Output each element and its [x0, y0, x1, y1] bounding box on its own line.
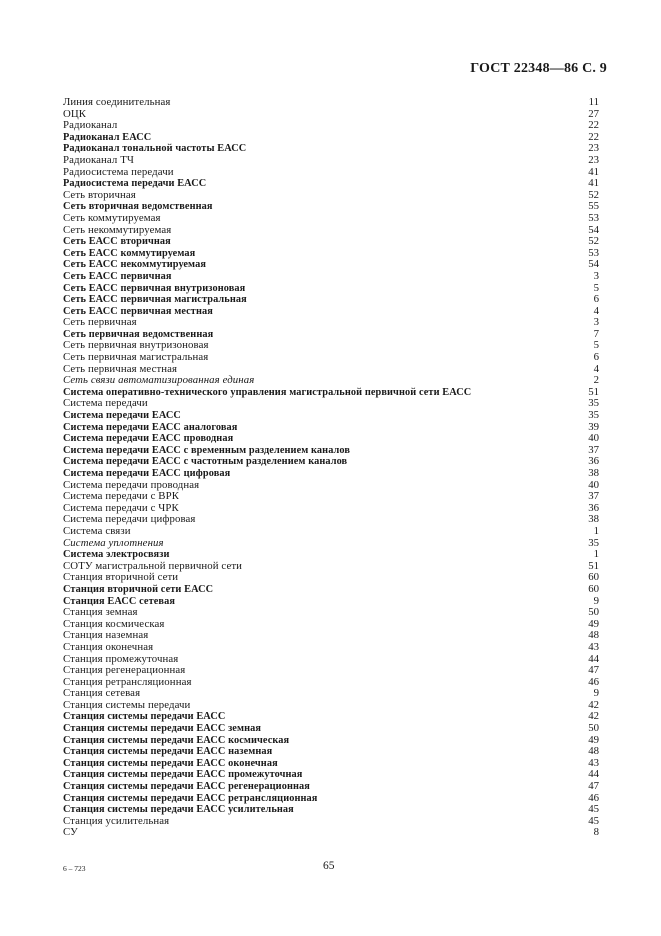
index-entry	[63, 596, 599, 608]
index-entry-term: Станция наземная	[63, 629, 149, 642]
index-entry-term: Станция системы передачи ЕАСС ретрансляционная	[63, 792, 318, 804]
index-entry-term: Станция системы передачи ЕАСС регенерационная	[63, 781, 310, 793]
index-entry-term: Сеть первичная внутризоновая	[63, 339, 209, 352]
index-entry	[63, 109, 599, 121]
index-entry	[63, 769, 599, 781]
index-entry-term: Станция системы передачи ЕАСС	[63, 711, 226, 723]
index-entry-term: Станция сетевая	[63, 687, 141, 700]
index-entry-page: 60	[588, 582, 599, 595]
index-entry	[63, 549, 599, 561]
index-entry-term: Система передачи ЕАСС проводная	[63, 433, 234, 445]
index-entry-page: 22	[588, 119, 599, 132]
index-entry-page: 4	[593, 362, 599, 375]
index-entry-page: 36	[588, 501, 599, 514]
index-entry-term: Сеть ЕАСС первичная местная	[63, 305, 213, 317]
index-entry-term: Станция вторичной сети	[63, 571, 179, 584]
index-entry-term: Система передачи ЕАСС с временным разделением каналов	[63, 444, 351, 456]
index-entry	[63, 468, 599, 480]
index-entry-page: 37	[588, 443, 599, 456]
index-entry	[63, 271, 599, 283]
index-entry-term: Радиоканал	[63, 119, 118, 132]
index-entry	[63, 317, 599, 329]
index-entry-page: 52	[588, 188, 599, 201]
index-entry-page: 38	[588, 513, 599, 526]
index-entry-page: 53	[588, 246, 599, 259]
index-entry	[63, 155, 599, 167]
index-entry-page: 39	[588, 420, 599, 433]
index-entry-term: Радиоканал ТЧ	[63, 153, 135, 166]
index-entry-term: Сеть ЕАСС некоммутируемая	[63, 259, 207, 271]
index-entry	[63, 677, 599, 689]
index-entry-term: Станция оконечная	[63, 640, 154, 653]
index-entry-term: Станция системы передачи ЕАСС усилительная	[63, 804, 294, 816]
index-entry-page: 43	[588, 756, 599, 769]
index-entry	[63, 306, 599, 318]
index-entry	[63, 422, 599, 434]
index-entry-term: Сеть вторичная	[63, 188, 136, 201]
index-entry	[63, 375, 599, 387]
index-entry-page: 54	[588, 223, 599, 236]
index-entry-term: Система оперативно-технического управления магистральной первичной сети ЕАСС	[63, 386, 472, 398]
index-entry-page: 23	[588, 142, 599, 155]
index-entry	[63, 538, 599, 550]
index-entry	[63, 225, 599, 237]
index-entry-page: 45	[588, 803, 599, 816]
index-entry	[63, 793, 599, 805]
index-entry-page: 9	[593, 594, 599, 607]
index-entry	[63, 665, 599, 677]
index-entry-page: 1	[593, 524, 599, 537]
index-entry-term: Сеть ЕАСС коммутируемая	[63, 247, 196, 259]
index-entry	[63, 445, 599, 457]
page-number: 65	[323, 860, 335, 872]
index-entry-page: 44	[588, 652, 599, 665]
index-entry-page: 42	[588, 710, 599, 723]
index-entry	[63, 120, 599, 132]
index-entry-term: Система передачи с ЧРК	[63, 501, 179, 514]
index-entry-page: 22	[588, 130, 599, 143]
index-entry	[63, 607, 599, 619]
index-entry	[63, 746, 599, 758]
index-entry	[63, 352, 599, 364]
index-entry	[63, 723, 599, 735]
index-entry	[63, 584, 599, 596]
index-entry-page: 3	[593, 269, 599, 282]
index-entry-page: 60	[588, 571, 599, 584]
index-entry-term: Сеть ЕАСС первичная внутризоновая	[63, 282, 246, 294]
page-header-title: ГОСТ 22348—86 С. 9	[470, 61, 607, 76]
index-entry-term: Сеть ЕАСС первичная	[63, 270, 172, 282]
index-entry-term: Сеть первичная	[63, 316, 137, 329]
index-entry-term: Система электросвязи	[63, 549, 170, 561]
index-entry-term: Система передачи ЕАСС с частотным разделением каналов	[63, 456, 348, 468]
index-entry-page: 38	[588, 467, 599, 479]
index-entry-page: 50	[588, 606, 599, 619]
index-entry-page: 40	[588, 432, 599, 445]
index-entry-term: Станция вторичной сети ЕАСС	[63, 583, 214, 595]
index-entry-page: 52	[588, 235, 599, 248]
index-entry-term: Система передачи ЕАСС аналоговая	[63, 421, 238, 433]
index-entry-page: 23	[588, 153, 599, 166]
index-entry	[63, 97, 599, 109]
index-entry-term: СУ	[63, 826, 78, 839]
index-entry-term: Станция космическая	[63, 617, 165, 630]
index-entry-term: Станция промежуточная	[63, 652, 179, 665]
index-entry-page: 5	[593, 281, 599, 294]
index-entry-page: 41	[588, 177, 599, 190]
index-entry-page: 35	[588, 536, 599, 549]
index-entry-term: Линия соединительная	[63, 96, 171, 108]
index-entry	[63, 132, 599, 144]
index-entry-page: 42	[588, 698, 599, 711]
index-entry-page: 51	[588, 559, 599, 572]
index-entry-term: Радиоканал тональной частоты ЕАСС	[63, 143, 247, 155]
index-entry-page: 2	[593, 374, 599, 387]
index-entry-page: 49	[588, 733, 599, 746]
index-entry-term: Радиосистема передачи	[63, 165, 174, 178]
index-entry-page: 50	[588, 722, 599, 735]
index-entry-page: 48	[588, 629, 599, 642]
index-entry-page: 9	[593, 687, 599, 700]
index-entry-page: 48	[588, 745, 599, 758]
index-entry-page: 54	[588, 258, 599, 271]
index-entry	[63, 143, 599, 155]
index-entry	[63, 190, 599, 202]
index-entry-term: ОЦК	[63, 107, 87, 120]
index-entry-term: Станция системы передачи ЕАСС оконечная	[63, 757, 278, 769]
index-entry-term: Станция усилительная	[63, 814, 170, 827]
index-entry-page: 3	[593, 316, 599, 329]
index-entry	[63, 572, 599, 584]
index-entry-page: 37	[588, 490, 599, 503]
index-entry-term: Система передачи цифровая	[63, 513, 196, 526]
index-entry-page: 47	[588, 664, 599, 677]
index-entry-term: Система связи	[63, 524, 131, 537]
index-entry-term: Система передачи	[63, 397, 148, 410]
index-entry-page: 43	[588, 640, 599, 653]
index-entry-page: 49	[588, 617, 599, 630]
index-entry	[63, 248, 599, 260]
index-entry-term: Сеть некоммутируемая	[63, 223, 172, 236]
index-entry	[63, 816, 599, 828]
index-entry-term: Система передачи проводная	[63, 478, 200, 491]
index-entry-term: Сеть ЕАСС первичная магистральная	[63, 294, 247, 306]
index-entry-term: Станция системы передачи ЕАСС наземная	[63, 746, 273, 758]
index-entry-page: 5	[593, 339, 599, 352]
index-entry	[63, 283, 599, 295]
index-entry-term: Станция системы передачи	[63, 698, 191, 711]
index-entry-page: 46	[588, 791, 599, 804]
index-entry-page: 53	[588, 211, 599, 224]
index-entry-term: Сеть первичная ведомственная	[63, 328, 214, 340]
index-entry	[63, 167, 599, 179]
index-entry	[63, 178, 599, 190]
index-entry-term: Станция системы передачи ЕАСС земная	[63, 723, 262, 735]
index-entry-page: 11	[588, 96, 599, 108]
index-entry-term: Станция земная	[63, 606, 138, 619]
index-entry-term: Станция системы передачи ЕАСС промежуточная	[63, 769, 303, 781]
index-entry-term: Сеть связи автоматизированная единая	[63, 374, 255, 387]
index-entry-term: Сеть ЕАСС вторичная	[63, 236, 171, 248]
index-entry	[63, 735, 599, 747]
index-entry	[63, 259, 599, 271]
index-entry-page: 1	[593, 548, 599, 561]
index-entry-term: Станция регенерационная	[63, 664, 186, 677]
index-entry-page: 27	[588, 107, 599, 120]
index-entry-page: 41	[588, 165, 599, 178]
index-entry-term: Станция системы передачи ЕАСС космическая	[63, 734, 290, 746]
index-entry-term: Сеть первичная местная	[63, 362, 178, 375]
index-entry	[63, 642, 599, 654]
index-entry-term: Сеть первичная магистральная	[63, 351, 209, 364]
footer-print-code: 6 – 723	[63, 864, 86, 873]
index-entry-term: Система передачи ЕАСС	[63, 410, 181, 422]
index-entry-page: 44	[588, 768, 599, 781]
index-entry-page: 6	[593, 293, 599, 306]
index-entry-page: 45	[588, 814, 599, 827]
index-entry-page: 47	[588, 780, 599, 793]
index-entry-term: СОТУ магистральной первичной сети	[63, 559, 243, 572]
index-entry-page: 6	[593, 351, 599, 364]
index-entry	[63, 456, 599, 468]
index-entry-term: Система передачи с ВРК	[63, 490, 180, 503]
index-entry-page: 46	[588, 675, 599, 688]
index-entry-page: 40	[588, 478, 599, 491]
index-entry-page: 4	[593, 304, 599, 317]
index-entry-term: Сеть коммутируемая	[63, 211, 161, 224]
index-entry	[63, 827, 599, 839]
index-entry	[63, 700, 599, 712]
index-entry	[63, 294, 599, 306]
term-index-list	[63, 97, 599, 839]
index-entry	[63, 213, 599, 225]
index-entry-term: Радиоканал ЕАСС	[63, 131, 152, 143]
index-entry-page: 8	[593, 826, 599, 839]
index-entry	[63, 711, 599, 723]
index-entry-page: 55	[588, 200, 599, 213]
index-entry	[63, 526, 599, 538]
index-entry	[63, 514, 599, 526]
index-entry-term: Сеть вторичная ведомственная	[63, 201, 213, 213]
index-entry	[63, 410, 599, 422]
index-entry-term: Система уплотнения	[63, 536, 164, 549]
index-entry-term: Станция ретрансляционная	[63, 675, 192, 688]
index-entry	[63, 758, 599, 770]
index-entry-term: Радиосистема передачи ЕАСС	[63, 178, 207, 190]
index-entry-page: 7	[593, 327, 599, 340]
index-entry	[63, 433, 599, 445]
index-entry	[63, 781, 599, 793]
index-entry-page: 35	[588, 397, 599, 410]
index-entry-page: 35	[588, 409, 599, 422]
index-entry-term: Система передачи ЕАСС цифровая	[63, 468, 231, 479]
index-entry	[63, 398, 599, 410]
index-entry-term: Станция ЕАСС сетевая	[63, 595, 175, 607]
index-entry-page: 36	[588, 455, 599, 468]
index-entry	[63, 236, 599, 248]
index-entry-page: 51	[588, 385, 599, 398]
